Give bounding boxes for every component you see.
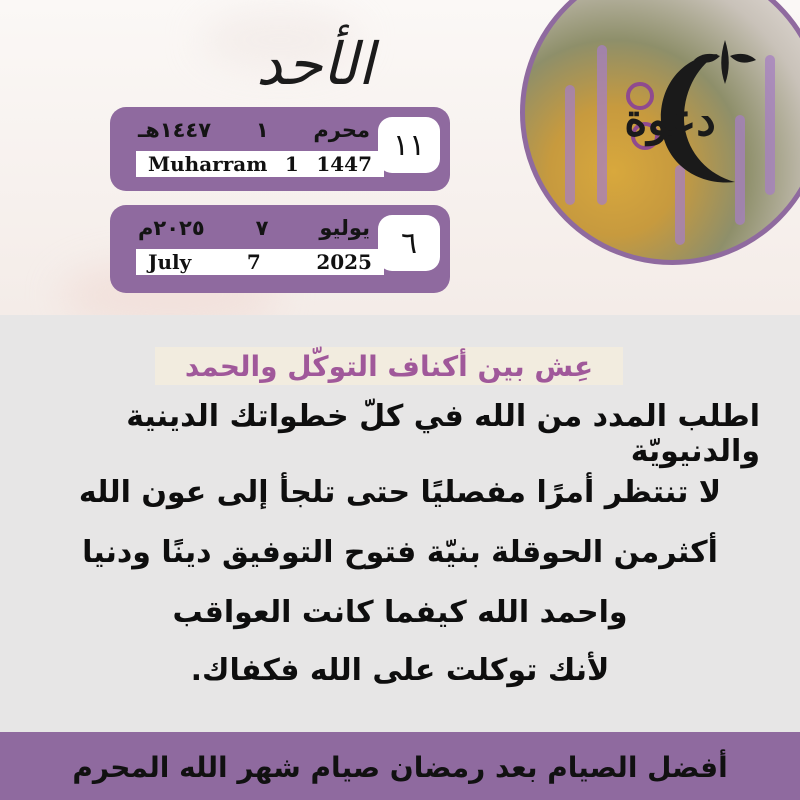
logo-text: دعوة — [624, 94, 716, 146]
message-line: اطلب المدد من الله في كلّ خطواتك الدينية والدنيويّة — [126, 399, 760, 469]
gregorian-day-number: ٦ — [378, 215, 440, 271]
message-headline: عِش بين أكناف التوكّل والحمد — [184, 349, 594, 383]
message-line: لأنك توكلت على الله فكفاك. — [190, 652, 610, 688]
hijri-english-line — [136, 151, 384, 177]
gregorian-year-en: 2025 — [316, 250, 372, 274]
gregorian-year-ar: ٢٠٢٥م — [138, 216, 205, 240]
hijri-date-card — [110, 107, 450, 191]
hijri-month-num-en: 1 — [284, 152, 299, 176]
gregorian-arabic-line — [138, 215, 370, 241]
gregorian-date-card — [110, 205, 450, 293]
hijri-month-num-ar: ١ — [255, 118, 269, 142]
message-line: لا تنتظر أمرًا مفصليًا حتى تلجأ إلى عون الله — [78, 474, 722, 510]
day-name-title: الأحد — [256, 30, 374, 98]
hijri-year-ar: ١٤٤٧هـ — [138, 118, 212, 142]
hijri-day-number: ١١ — [378, 117, 440, 173]
gregorian-month-ar: يوليو — [319, 216, 370, 240]
hijri-month-en: Muharram — [148, 152, 268, 176]
hijri-month-ar: محرم — [313, 118, 370, 142]
hijri-year-en: 1447 — [316, 152, 372, 176]
gregorian-month-num-en: 7 — [246, 250, 261, 274]
gregorian-month-en: July — [148, 250, 192, 274]
flower-stem — [565, 85, 575, 205]
gregorian-english-line — [136, 249, 384, 275]
hijri-arabic-line — [138, 117, 370, 143]
footer-text: أفضل الصيام بعد رمضان صيام شهر الله المحرم — [72, 750, 728, 784]
message-line: أكثرمن الحوقلة بنيّة فتوح التوفيق دينًا ودنيا — [82, 534, 718, 570]
gregorian-month-num-ar: ٧ — [255, 216, 269, 240]
message-line: واحمد الله كيفما كانت العواقب — [172, 594, 628, 630]
